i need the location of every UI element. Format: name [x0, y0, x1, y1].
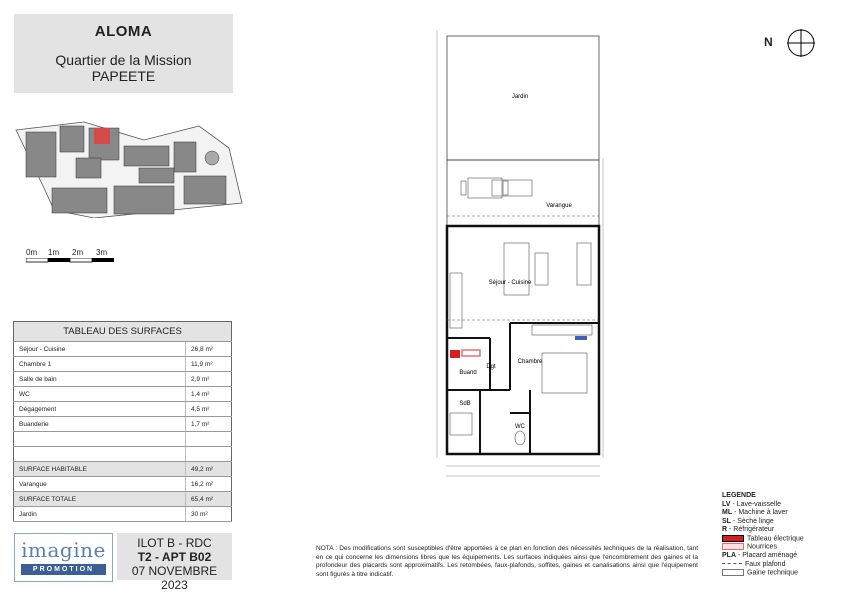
room-label-dgt: Dgt — [486, 364, 496, 370]
varangue-area: 16,2 m² — [186, 477, 232, 492]
total-label: SURFACE TOTALE — [14, 492, 186, 507]
room-area: 2,9 m² — [186, 372, 232, 387]
room-label-jardin: Jardin — [511, 94, 529, 100]
legend-item: Faux plafond — [722, 561, 804, 570]
room-label-buand: Buand — [459, 370, 477, 376]
jardin-area: 30 m² — [186, 507, 232, 522]
room-label-sejour: Séjour - Cuisine — [488, 280, 532, 286]
lot-info — [117, 533, 232, 592]
surfaces-table — [13, 321, 232, 522]
jardin-label: Jardin — [14, 507, 186, 522]
scale-label: 2m — [72, 248, 84, 257]
room-name: Salle de bain — [14, 372, 186, 387]
habitable-area: 49,2 m² — [186, 462, 232, 477]
legend-item: PLA - Placard aménagé — [722, 552, 798, 560]
room-label-varangue: Varangue — [546, 203, 572, 209]
room-area: 4,5 m² — [186, 402, 232, 417]
room-area: 11,9 m² — [186, 357, 232, 372]
room-name: WC — [14, 387, 186, 402]
apartment-label: T2 - APT B02 — [137, 550, 212, 564]
room-name: Séjour - Cuisine — [14, 342, 186, 357]
legend — [722, 492, 804, 578]
table-row — [14, 417, 232, 432]
room-name: Chambre 1 — [14, 357, 186, 372]
varangue-label: Varangue — [14, 477, 186, 492]
room-label-sdb: SdB — [459, 401, 471, 407]
table-row-jardin — [14, 507, 232, 522]
residence-name: ALOMA — [94, 23, 153, 40]
legend-item: ML - Machine à laver — [722, 509, 788, 516]
table-row — [14, 402, 232, 417]
table-row-empty — [14, 432, 232, 447]
floor-plan — [420, 18, 620, 488]
scale-label: 1m — [48, 248, 60, 257]
table-title: TABLEAU DES SURFACES — [14, 322, 232, 342]
compass-icon — [786, 28, 816, 58]
legend-item: Tableau électrique — [722, 535, 804, 544]
legend-item: LV - Lave-vaisselle — [722, 500, 782, 508]
room-label-wc: WC — [515, 424, 525, 430]
table-row-varangue — [14, 477, 232, 492]
table-row — [14, 387, 232, 402]
north-label: N — [764, 35, 773, 49]
table-row-habitable — [14, 462, 232, 477]
scale-bar — [26, 244, 116, 268]
legend-item: Nourrices — [722, 543, 804, 552]
logo-word: imagine — [21, 538, 106, 562]
site-plan — [14, 118, 244, 218]
room-area: 1,7 m² — [186, 417, 232, 432]
district-name: Quartier de la Mission — [55, 52, 192, 68]
table-row-total — [14, 492, 232, 507]
city-name: PAPEETE — [91, 68, 156, 84]
legend-item: R - Réfrigérateur — [722, 526, 775, 533]
scale-label: 0m — [26, 248, 38, 257]
table-row — [14, 372, 232, 387]
title-box — [14, 14, 233, 93]
total-area: 65,4 m² — [186, 492, 232, 507]
logo-subtitle: PROMOTION — [21, 564, 106, 575]
table-row-empty — [14, 447, 232, 462]
plan-date: 07 NOVEMBRE 2023 — [131, 564, 218, 592]
room-name: Dégagement — [14, 402, 186, 417]
ilot-label: ILOT B - RDC — [137, 536, 212, 550]
table-row — [14, 357, 232, 372]
legend-item: Gaine technique — [722, 569, 804, 578]
promoter-logo — [14, 533, 113, 582]
legend-title: LEGENDE — [722, 492, 756, 499]
room-area: 1,4 m² — [186, 387, 232, 402]
table-row — [14, 342, 232, 357]
room-label-chambre: Chambre — [517, 359, 543, 365]
room-area: 26,8 m² — [186, 342, 232, 357]
scale-label: 3m — [96, 248, 108, 257]
legend-item: SL - Sèche linge — [722, 517, 774, 525]
disclaimer-note: NOTA : Des modifications sont susceptibles d'être apportées à ce plan en fonction des nécessités techniques de la réalisation, tant en ce qui concerne les dimensions libres que les équipements. Les surfaces indiquées ainsi que l'encombrement des gaines et la profondeur des placards sont approximatifs. Les retombées, faux-plafonds, soffites, gaines et canalisations ainsi que l'équipement sont figurés à titre indicatif. — [316, 545, 698, 578]
habitable-label: SURFACE HABITABLE — [14, 462, 186, 477]
room-name: Buanderie — [14, 417, 186, 432]
